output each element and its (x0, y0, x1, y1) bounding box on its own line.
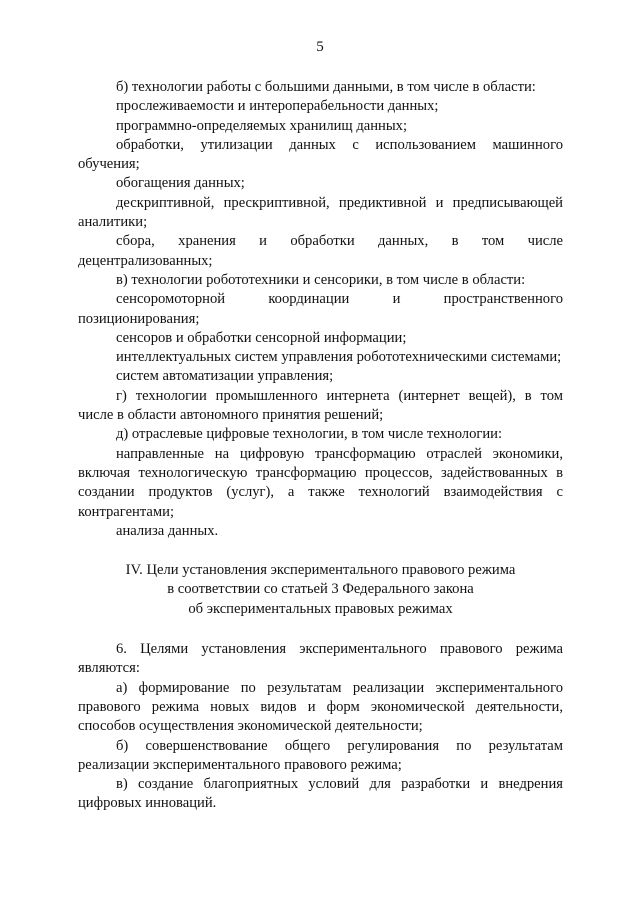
section-heading-line-2: в соответствии со статьей 3 Федерального закона (167, 581, 474, 598)
paragraph-sensorimotor: сенсоромоторной координации и пространственного позиционирования; (78, 291, 563, 327)
paragraph-storage: программно-определяемых хранилищ данных; (116, 117, 407, 134)
paragraph-goals-intro: 6. Целями установления экспериментального правового режима являются: (78, 641, 563, 677)
paragraph-industrial-internet: г) технологии промышленного интернета (интернет вещей), в том числе в области автономного принятия решений; (78, 387, 563, 424)
paragraph-automation: систем автоматизации управления; (116, 368, 334, 385)
page-number: 5 (316, 39, 324, 55)
section-heading-line-1: IV. Цели установления экспериментального правового режима (125, 562, 516, 579)
paragraph-sensors: сенсоров и обработки сенсорной информации; (116, 329, 407, 346)
paragraph-goal-b: б) совершенствование общего регулирования по результатам реализации экспериментального правового режима; (78, 737, 563, 773)
paragraph-industry-tech: д) отраслевые цифровые технологии, в том числе технологии: (116, 426, 503, 443)
paragraph-big-data: б) технологии работы с большими данными, в том числе в области: (116, 79, 536, 95)
paragraph-digital-transformation: направленные на цифровую трансформацию отраслей экономики, включая технологическую трансформацию процессов, задействованных в создании продуктов (услуг), а также технологий взаимодействия с контрагентами; (78, 445, 563, 520)
paragraph-traceability: прослеживаемости и интероперабельности данных; (116, 98, 439, 115)
paragraph-goal-a: а) формирование по результатам реализации экспериментального правового режима новых видов и форм экономической деятельности, способов осуществления экономической деятельности; (78, 679, 563, 735)
paragraph-intelligent-systems: интеллектуальных систем управления робототехническими системами; (116, 349, 562, 366)
paragraph-collection: сбора, хранения и обработки данных, в том числе децентрализованных; (78, 233, 563, 269)
document-body (78, 78, 563, 814)
paragraph-analytics: дескриптивной, прескриптивной, предиктивной и предписывающей аналитики; (78, 194, 563, 231)
paragraph-enrichment: обогащения данных; (116, 175, 245, 192)
paragraph-robotics: в) технологии робототехники и сенсорики, в том числе в области: (116, 271, 526, 288)
paragraph-data-analysis: анализа данных. (116, 522, 219, 539)
paragraph-goal-c: в) создание благоприятных условий для разработки и внедрения цифровых инноваций. (78, 776, 563, 812)
paragraph-machine-learning: обработки, утилизации данных с использованием машинного обучения; (78, 136, 563, 173)
section-heading-line-3: об экспериментальных правовых режимах (188, 600, 453, 617)
section-heading (78, 561, 563, 619)
